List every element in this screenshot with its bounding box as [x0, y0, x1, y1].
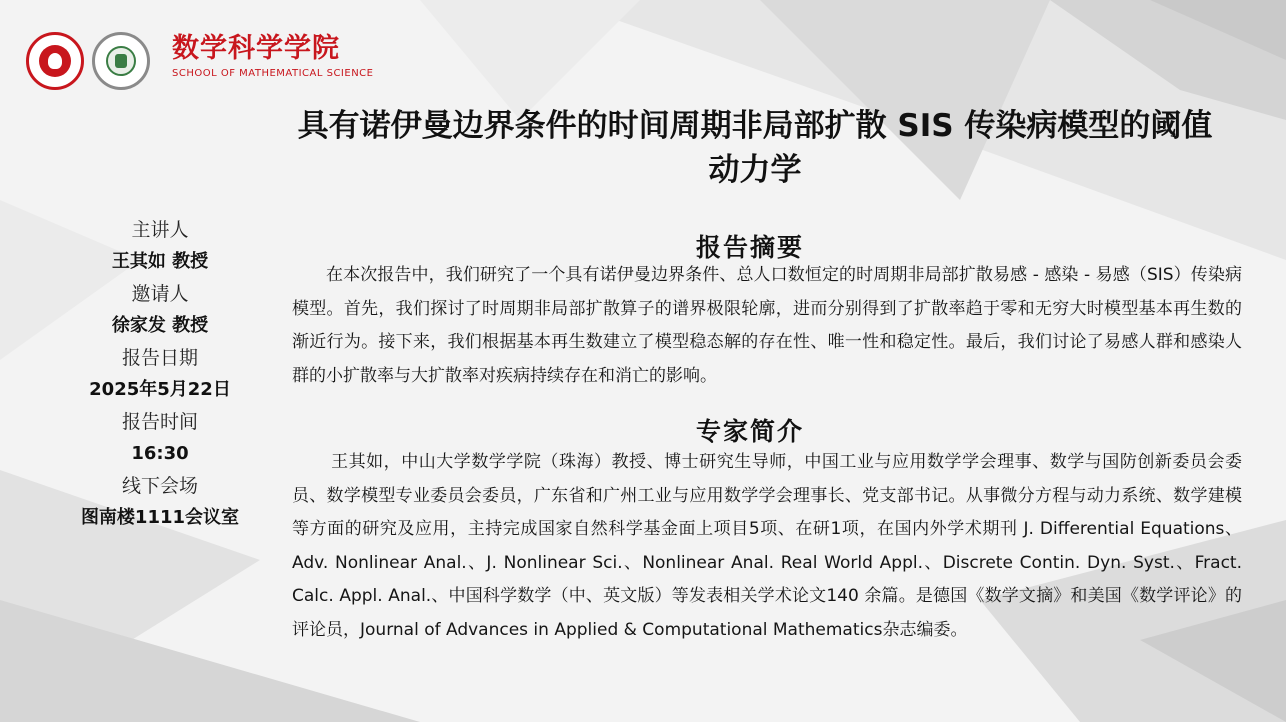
bio-heading: 专家简介 — [695, 417, 804, 446]
speaker-label: 主讲人 — [131, 219, 189, 241]
abstract-heading: 报告摘要 — [695, 233, 804, 262]
abstract-text: 在本次报告中，我们研究了一个具有诺伊曼边界条件、总人口数恒定的时周期非局部扩散易感 - 感染 - 易感（SIS）传染病模型。首先，我们探讨了时周期非局部扩散算子的谱界极限轮廓，进而分别得到了扩散率趋于零和无穷大时模型基本再生数的渐近行为。接下来，我们根据基本再生数建立了模型稳态解的存在性、唯一性和稳定性。最后，我们讨论了易感人群和感染人群的小扩散率与大扩散率对疾病持续存在和消亡的影响。 — [292, 265, 1242, 386]
talk-date: 2025年5月22日 — [89, 379, 231, 400]
talk-venue: 图南楼1111会议室 — [80, 507, 240, 528]
school-name-cn: 数学科学学院 — [172, 33, 340, 64]
venue-label: 线下会场 — [121, 475, 198, 497]
school-emblem-icon — [92, 32, 150, 90]
speaker-name: 王其如 教授 — [111, 251, 209, 272]
school-name-en: SCHOOL OF MATHEMATICAL SCIENCE — [172, 68, 374, 79]
talk-time: 16:30 — [131, 443, 189, 464]
talk-title: 具有诺伊曼边界条件的时间周期非局部扩散 SIS 传染病模型的阈值动力学 — [297, 108, 1213, 188]
time-label: 报告时间 — [121, 411, 198, 433]
logo-group — [26, 32, 150, 90]
school-name — [172, 32, 373, 79]
bio-text: 王其如，中山大学数学学院（珠海）教授、博士研究生导师，中国工业与应用数学学会理事、数学与国防创新委员会委员、数学模型专业委员会委员，广东省和广州工业与应用数学学会理事长、党支部书记。从事微分方程与动力系统、数学建模等方面的研究及应用，主持完成国家自然科学基金面上项目5项、在研1项，在国内外学术期刊 J. Differential Equations、Adv. Nonlinear Anal.、J. Nonlinear Sci.、Nonlinear Anal. Real World Appl.、Discrete Contin. Dyn. Syst.、Fract. Calc. Appl. Anal.、中国科学数学（中、英文版）等发表相关学术论文140 余篇。是德国《数学文摘》和美国《数学评论》的评论员，Journal of Advances in Applied & Computational Mathematics杂志编委。 — [292, 452, 1242, 640]
talk-info — [72, 218, 248, 530]
host-label: 邀请人 — [131, 283, 189, 305]
host-name: 徐家发 教授 — [111, 315, 209, 336]
university-emblem-icon — [26, 32, 84, 90]
date-label: 报告日期 — [121, 347, 198, 369]
